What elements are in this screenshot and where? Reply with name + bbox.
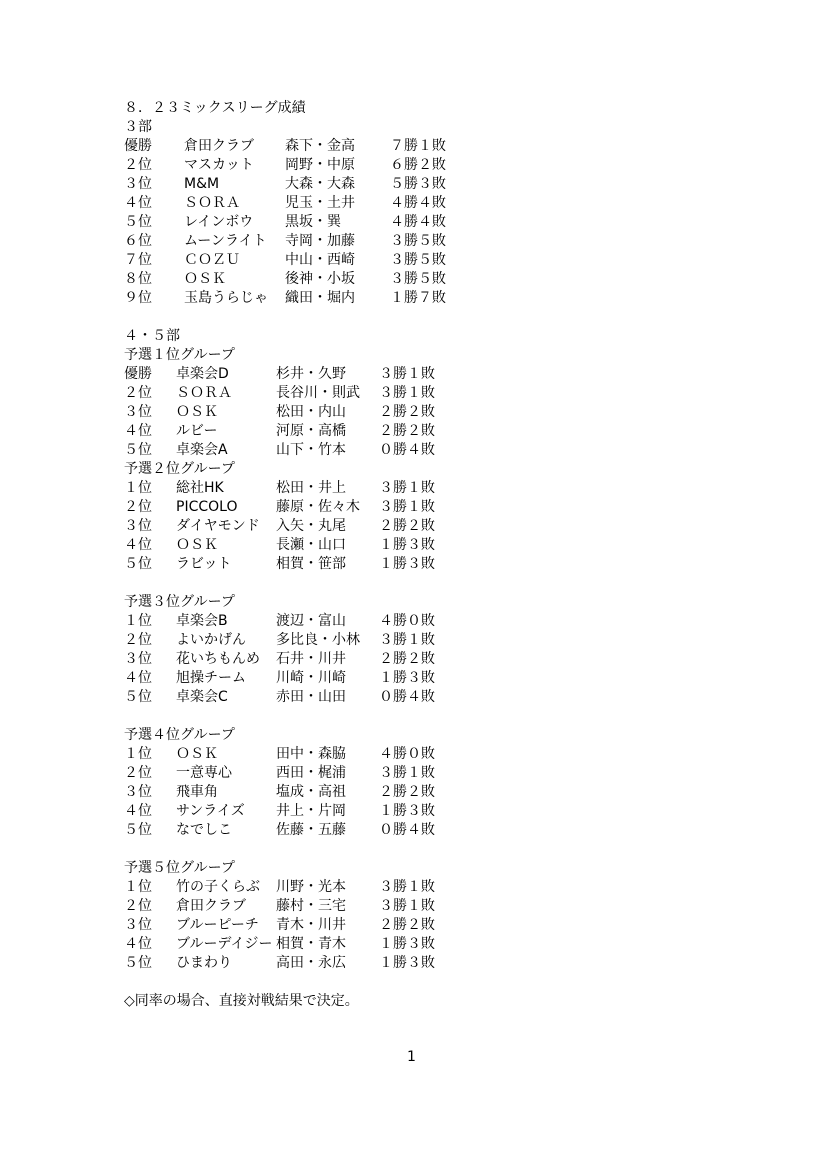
standing-row [124,156,446,175]
standing-row [124,365,435,384]
team-cell: 飛車角 [176,784,218,800]
standing-row [124,137,446,156]
rank-cell: ４位 [124,803,152,819]
standing-row [124,669,435,688]
rank-cell: ８位 [124,271,152,287]
standing-row [124,745,435,764]
standing-row [124,270,446,289]
record-cell: ３勝５敗 [390,233,446,249]
standing-row [124,479,435,498]
record-cell: １勝３敗 [379,803,435,819]
rank-cell: １位 [124,746,152,762]
standing-row [124,175,446,194]
standing-row [124,536,435,555]
rank-cell: ３位 [124,518,152,534]
rank-cell: ２位 [124,385,152,401]
record-cell: １勝３敗 [379,670,435,686]
team-cell: ダイヤモンド [176,518,260,534]
players-cell: 川崎・川崎 [276,670,346,686]
standing-row [124,213,446,232]
record-cell: ４勝０敗 [379,613,435,629]
team-cell: ＯＳＫ [184,271,226,287]
rank-cell: ５位 [124,442,152,458]
players-cell: 川野・光本 [276,879,346,895]
team-cell: ムーンライト [184,233,267,249]
standing-row [124,783,435,802]
standing-row [124,555,435,574]
record-cell: ３勝１敗 [379,480,435,496]
team-cell: サンライズ [176,803,245,819]
players-cell: 田中・森脇 [276,746,346,762]
standing-row [124,289,446,308]
players-cell: 長瀬・山口 [276,537,346,553]
record-cell: ２勝２敗 [379,784,435,800]
standing-row [124,954,435,973]
team-cell: 総社HK [176,480,224,496]
players-cell: 石井・川井 [276,651,346,667]
standing-row [124,384,435,403]
standing-row [124,688,435,707]
record-cell: ０勝４敗 [379,442,435,458]
players-cell: 井上・片岡 [276,803,346,819]
players-cell: 藤原・佐々木 [276,499,360,515]
team-cell: 倉田クラブ [184,138,254,154]
players-cell: 多比良・小林 [276,632,360,648]
rank-cell: ２位 [124,765,152,781]
document-title: ８．２３ミックスリーグ成績 [124,100,306,116]
record-cell: ２勝２敗 [379,917,435,933]
record-cell: ２勝２敗 [379,404,435,420]
standing-row [124,821,435,840]
rank-cell: ２位 [124,499,152,515]
standing-row [124,935,435,954]
players-cell: 寺岡・加藤 [285,233,355,249]
standing-row [124,897,435,916]
rank-cell: １位 [124,480,152,496]
players-cell: 松田・井上 [276,480,346,496]
rank-cell: 優勝 [124,138,152,154]
players-cell: 山下・竹本 [276,442,346,458]
rank-cell: ７位 [124,252,152,268]
record-cell: ３勝１敗 [379,632,435,648]
record-cell: ２勝２敗 [379,651,435,667]
standing-row [124,498,435,517]
team-cell: ひまわり [176,955,232,971]
team-cell: よいかげん [176,632,246,648]
rank-cell: ５位 [124,689,152,705]
team-cell: 旭操チーム [176,670,246,686]
record-cell: ３勝１敗 [379,385,435,401]
players-cell: 中山・西崎 [285,252,355,268]
team-cell: ラビット [176,556,232,572]
record-cell: ３勝１敗 [379,765,435,781]
players-cell: 松田・内山 [276,404,346,420]
players-cell: 河原・高橋 [276,423,346,439]
record-cell: ５勝３敗 [390,176,446,192]
players-cell: 黒坂・巽 [285,214,341,230]
team-cell: PICCOLO [176,499,238,515]
results-document [124,99,446,1011]
standing-row [124,422,435,441]
rank-cell: 優勝 [124,366,152,382]
record-cell: ３勝１敗 [379,879,435,895]
standing-row [124,631,435,650]
rank-cell: ６位 [124,233,152,249]
rank-cell: ４位 [124,423,152,439]
team-cell: ＳＯＲＡ [176,385,232,401]
group-heading: 予選２位グループ [124,461,235,477]
team-cell: ブルーデイジー [176,936,273,952]
rank-cell: ３位 [124,917,152,933]
rank-cell: ４位 [124,936,152,952]
players-cell: 赤田・山田 [276,689,346,705]
record-cell: １勝７敗 [390,290,446,306]
record-cell: ２勝２敗 [379,518,435,534]
team-cell: ＯＳＫ [176,537,218,553]
record-cell: ３勝５敗 [390,252,446,268]
players-cell: 長谷川・則武 [276,385,360,401]
record-cell: ３勝１敗 [379,366,435,382]
players-cell: 森下・金高 [285,138,355,154]
team-cell: 倉田クラブ [176,898,246,914]
players-cell: 入矢・丸尾 [276,518,346,534]
tiebreak-note: ◇同率の場合、直接対戦結果で決定。 [124,993,359,1009]
standing-row [124,232,446,251]
division-45-heading: ４・５部 [124,328,180,344]
team-cell: 花いちもんめ [176,651,260,667]
standing-row [124,441,435,460]
record-cell: １勝３敗 [379,556,435,572]
players-cell: 児玉・土井 [285,195,355,211]
record-cell: ０勝４敗 [379,822,435,838]
record-cell: ３勝１敗 [379,499,435,515]
record-cell: ３勝１敗 [379,898,435,914]
record-cell: ４勝４敗 [390,195,446,211]
rank-cell: ５位 [124,822,152,838]
rank-cell: ５位 [124,556,152,572]
standing-row [124,403,435,422]
team-cell: なでしこ [176,822,232,838]
rank-cell: ２位 [124,157,152,173]
record-cell: ６勝２敗 [390,157,446,173]
players-cell: 佐藤・五藤 [276,822,346,838]
rank-cell: ５位 [124,955,152,971]
players-cell: 岡野・中原 [285,157,355,173]
players-cell: 渡辺・富山 [276,613,346,629]
team-cell: 卓楽会D [176,366,229,382]
record-cell: １勝３敗 [379,936,435,952]
standing-row [124,517,435,536]
players-cell: 塩成・高祖 [276,784,346,800]
rank-cell: ２位 [124,898,152,914]
standing-row [124,764,435,783]
group-heading: 予選１位グループ [124,347,235,363]
standing-row [124,612,435,631]
players-cell: 青木・川井 [276,917,346,933]
team-cell: ＯＳＫ [176,746,218,762]
players-cell: 藤村・三宅 [276,898,346,914]
rank-cell: ２位 [124,632,152,648]
standing-row [124,194,446,213]
standing-row [124,650,435,669]
standing-row [124,878,435,897]
players-cell: 西田・梶浦 [276,765,346,781]
team-cell: 竹の子くらぶ [176,879,260,895]
division-45-groups [124,346,435,973]
standing-row [124,802,435,821]
rank-cell: １位 [124,613,152,629]
record-cell: ３勝５敗 [390,271,446,287]
record-cell: ４勝４敗 [390,214,446,230]
record-cell: ２勝２敗 [379,423,435,439]
record-cell: １勝３敗 [379,955,435,971]
record-cell: ４勝０敗 [379,746,435,762]
players-cell: 後神・小坂 [285,271,355,287]
team-cell: ＳＯＲＡ [184,195,240,211]
rank-cell: ５位 [124,214,152,230]
players-cell: 大森・大森 [285,176,355,192]
group-heading: 予選５位グループ [124,860,235,876]
rank-cell: ３位 [124,651,152,667]
record-cell: ０勝４敗 [379,689,435,705]
group-heading: 予選４位グループ [124,727,235,743]
record-cell: ７勝１敗 [390,138,446,154]
group-heading: 予選３位グループ [124,594,235,610]
team-cell: ルビー [176,423,218,439]
team-cell: 卓楽会C [176,689,228,705]
record-cell: １勝３敗 [379,537,435,553]
page-number: 1 [407,1049,416,1065]
team-cell: ブルーピーチ [176,917,259,933]
standing-row [124,251,446,270]
players-cell: 織田・堀内 [285,290,355,306]
players-cell: 高田・永広 [276,955,346,971]
team-cell: マスカット [184,157,254,173]
team-cell: レインボウ [184,214,254,230]
division-3-table [124,137,446,308]
rank-cell: ４位 [124,670,152,686]
players-cell: 相賀・青木 [276,936,346,952]
rank-cell: ３位 [124,784,152,800]
standing-row [124,916,435,935]
division-3-heading: ３部 [124,119,152,135]
team-cell: 卓楽会A [176,442,228,458]
rank-cell: ３位 [124,404,152,420]
rank-cell: １位 [124,879,152,895]
team-cell: M&M [184,176,220,192]
team-cell: 卓楽会B [176,613,228,629]
rank-cell: ９位 [124,290,152,306]
team-cell: ＣＯＺＵ [184,252,240,268]
players-cell: 相賀・笹部 [276,556,346,572]
rank-cell: ４位 [124,537,152,553]
team-cell: ＯＳＫ [176,404,218,420]
team-cell: 一意専心 [176,765,232,781]
rank-cell: ３位 [124,176,152,192]
players-cell: 杉井・久野 [276,366,346,382]
rank-cell: ４位 [124,195,152,211]
team-cell: 玉島うらじゃ [184,290,268,306]
